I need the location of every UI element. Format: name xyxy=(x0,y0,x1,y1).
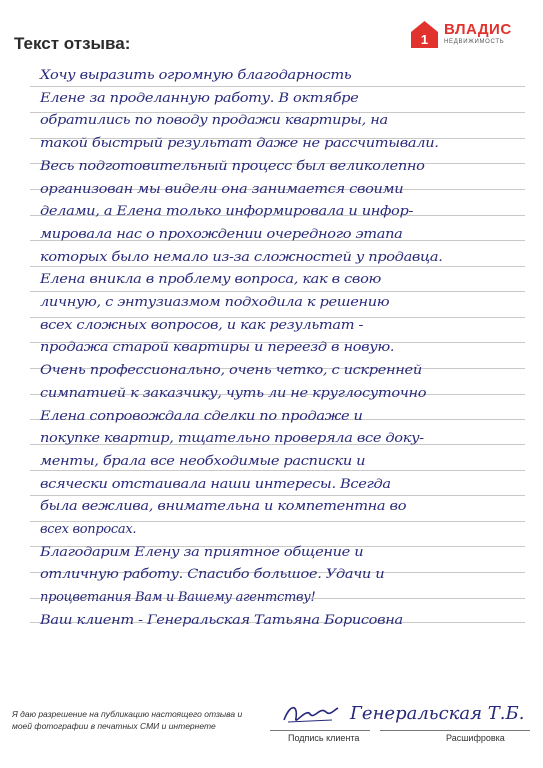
review-line: процветания Вам и Вашему агентству! xyxy=(40,590,316,606)
consent-text: Я даю разрешение на публикацию настоящего отзыва и моей фотографии в печатных СМИ и интернете xyxy=(12,709,243,731)
ruled-line xyxy=(30,291,525,292)
signature-line xyxy=(270,730,370,731)
decoding-line xyxy=(380,730,530,731)
review-line: Хочу выразить огромную благодарность xyxy=(40,68,352,83)
client-signature xyxy=(280,700,340,733)
page-title: Текст отзыва: xyxy=(14,34,131,53)
review-line: продажа старой квартиры и переезд в новую. xyxy=(40,340,395,356)
ruled-line xyxy=(30,266,525,267)
review-line: мировала нас о прохождении очередного этапа xyxy=(40,226,403,242)
review-line: менты, брала все необходимые расписки и xyxy=(40,453,366,469)
decoding-label: Расшифровка xyxy=(446,733,505,743)
review-line: обратились по поводу продажи квартиры, на xyxy=(40,113,388,129)
review-line: Елене за проделанную работу. В октябре xyxy=(40,90,359,106)
review-line: отличную работу. Спасибо большое. Удачи и xyxy=(40,567,385,583)
ruled-line xyxy=(30,470,525,471)
signature-scribble xyxy=(280,700,340,728)
logo-mark-number: 1 xyxy=(420,32,429,47)
review-line: была вежлива, внимательна и компетентна во xyxy=(40,499,407,515)
ruled-line xyxy=(30,86,525,87)
review-line: всех вопросах. xyxy=(40,522,137,537)
decoding-handwritten: Генеральская Т.Б. xyxy=(350,703,525,724)
review-line: покупке квартир, тщательно проверяла все доку- xyxy=(40,431,424,447)
review-line: всячески отстаивала наши интересы. Всегда xyxy=(40,476,391,492)
review-line: такой быстрый результат даже не рассчитывали. xyxy=(40,136,439,152)
review-line: личную, с энтузиазмом подходила к решению xyxy=(40,295,390,310)
review-line: которых было немало из-за сложностей у продавца. xyxy=(40,249,443,265)
review-line: делами, а Елена только информировала и инфор- xyxy=(40,204,414,220)
review-line: Весь подготовительный процесс был великолепно xyxy=(40,158,425,174)
ruled-line xyxy=(30,495,525,496)
review-line: симпатией к заказчику, чуть ли не круглосуточно xyxy=(40,385,427,401)
review-line: всех сложных вопросов, и как результат - xyxy=(40,317,364,333)
review-line: организован мы видели она занимается своими xyxy=(40,181,404,197)
review-line: Елена вникла в проблему вопроса, как в свою xyxy=(40,272,381,288)
logo-subtitle: НЕДВИЖИМОСТЬ xyxy=(444,39,505,45)
review-line: Елена сопровождала сделки по продаже и xyxy=(40,408,363,424)
signature-label: Подпись клиента xyxy=(288,733,360,743)
logo-name: ВЛАДИС xyxy=(444,21,512,38)
review-line: Ваш клиент - Генеральская Татьяна Борисовна xyxy=(40,612,403,628)
review-line: Благодарим Елену за приятное общение и xyxy=(40,544,364,560)
review-line: Очень профессионально, очень четко, с искренней xyxy=(40,363,422,379)
